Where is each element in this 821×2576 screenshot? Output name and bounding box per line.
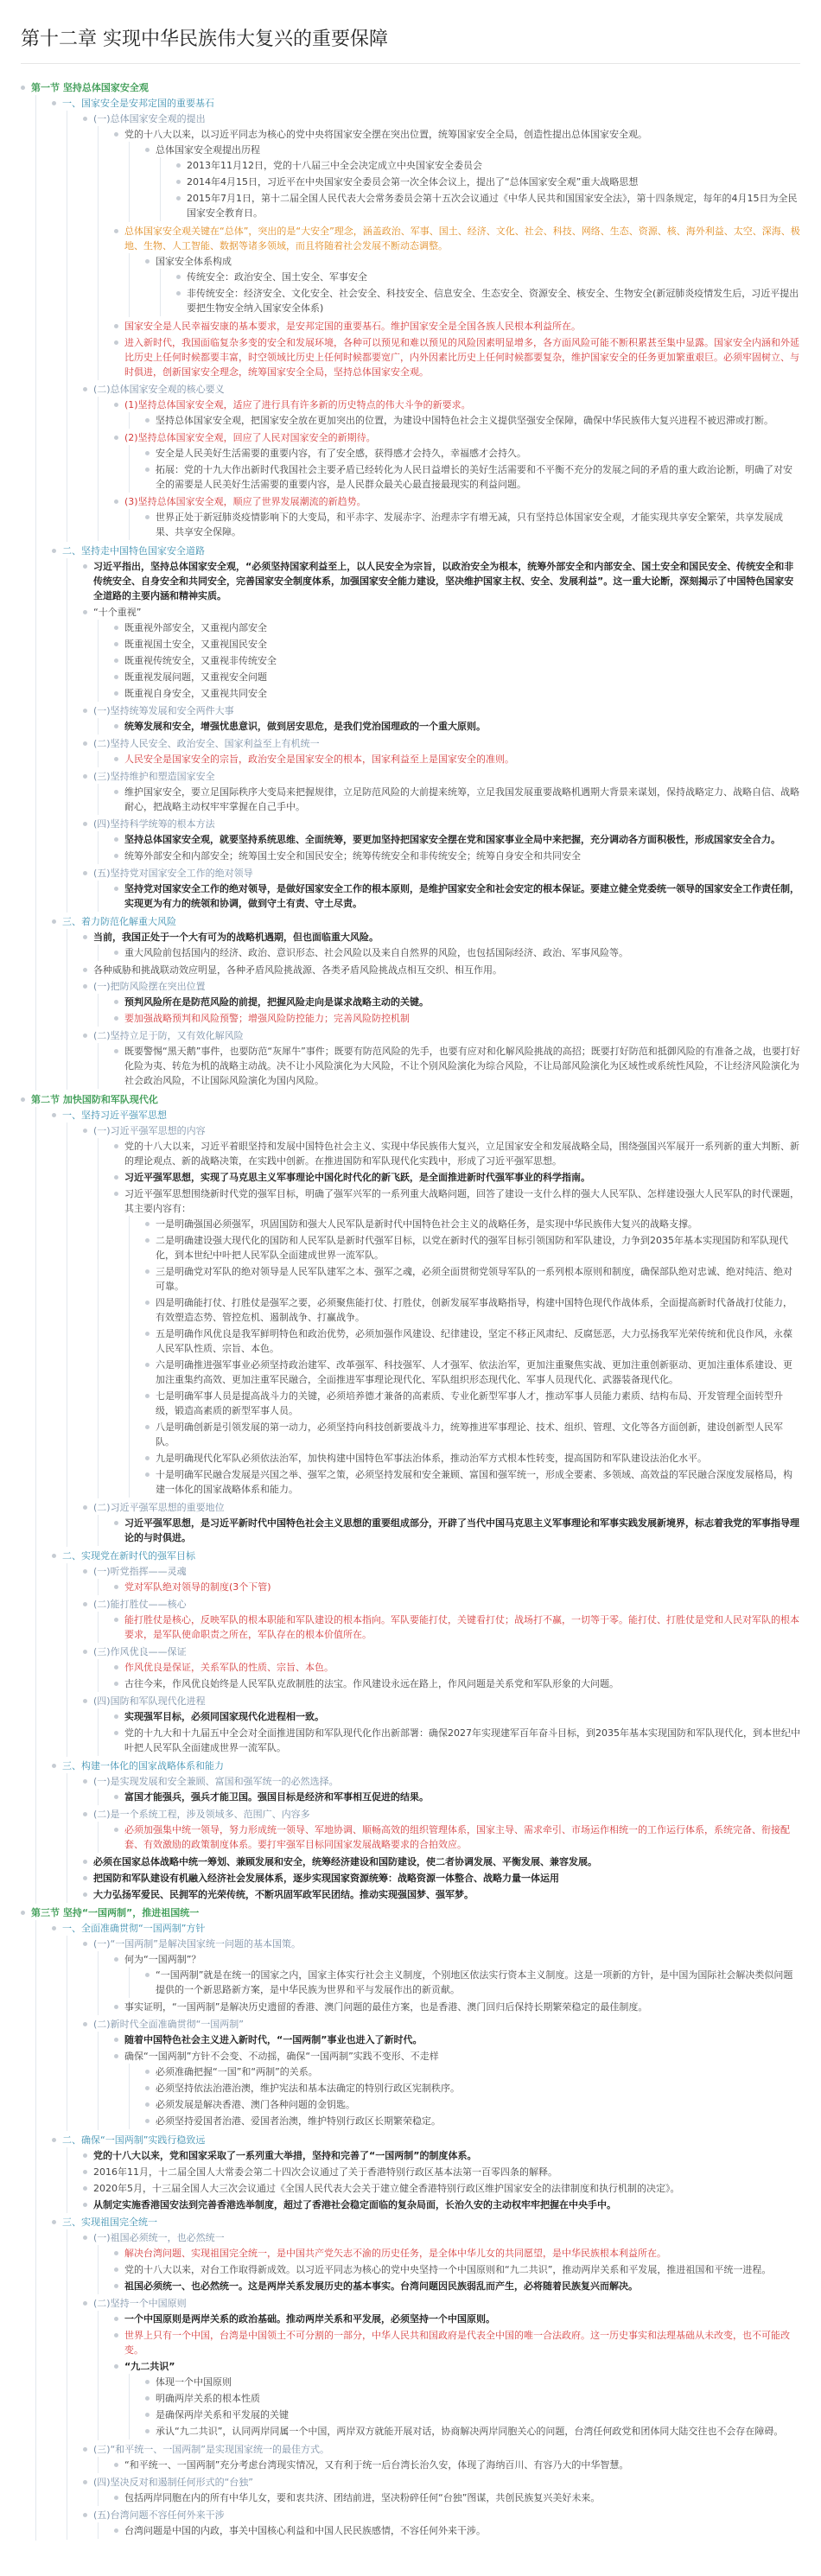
outline-node-text: 从制定实施香港国安法到完善香港选举制度，超过了香港社会稳定面临的复杂局面，长治久安的主动权牢牢把握在中央手中。: [93, 2199, 616, 2210]
outline-node: [145, 1357, 800, 1388]
outline-node-text: (二)能打胜仗——核心: [93, 1599, 187, 1610]
outline-node-text: 一、全面准确贯彻“一国两制”方针: [62, 1923, 206, 1934]
outline-node-text: (五)台湾问题不容任何外来干涉: [93, 2509, 225, 2521]
outline-node-text: (2)坚持总体国家安全观，回应了人民对国家安全的新期待。: [124, 432, 376, 443]
outline-node: [83, 2180, 800, 2197]
outline-node: [145, 1232, 800, 1263]
outline-children: [98, 1579, 800, 1595]
outline-node: [114, 2327, 800, 2358]
outline-node-text: (一)总体国家安全观的提出: [93, 113, 206, 124]
outline-node-text: 安全是人民美好生活需要的重要内容，有了安全感，获得感才会持久，幸福感才会持久。: [156, 448, 526, 459]
outline-node: [176, 285, 800, 316]
outline-node-text: 一是明确强国必须强军，巩固国防和强大人民军队是新时代中国特色社会主义的战略任务，是实现中华民族伟大复兴的战略支撑。: [156, 1218, 697, 1230]
outline-node: [114, 2490, 800, 2506]
outline-children: [98, 1822, 800, 1853]
outline-node: [145, 1388, 800, 1419]
outline-children: [98, 1708, 800, 1756]
outline-children: [67, 929, 800, 1090]
outline-node: [145, 142, 800, 222]
outline-node-text: 承认“九二共识”，认同两岸同属一个中国，两岸双方就能开展对话，协商解决两岸同胞关心的问题，台湾任何政党和团体同大陆交往也不会存在障碍。: [156, 2426, 784, 2437]
outline-children: [129, 1967, 800, 1998]
outline-node: [145, 1294, 800, 1326]
outline-node: [114, 685, 800, 702]
outline-children: [98, 2457, 800, 2473]
outline-node-text: 作风优良是保证，关系军队的性质、宗旨、本色。: [124, 1662, 334, 1673]
outline-node: [52, 95, 800, 543]
outline-node-text: 七是明确军事人员是提高战斗力的关键，必须培养德才兼备的高素质、专业化新型军事人才，推动军事人员能力素质、结构布局、开发管理全面转型升级，锻造高素质的新型军事人员。: [156, 1390, 783, 1416]
outline-node-text: 明确两岸关系的根本性质: [156, 2393, 260, 2404]
outline-node: [83, 111, 800, 381]
outline-node-text: 必须坚持爱国者治港、爱国者治澳，维护特别行政区长期繁荣稳定。: [156, 2115, 441, 2127]
outline-node: [114, 2522, 800, 2539]
outline-node-text: 祖国必须统一、也必然统一。这是两岸关系发展历史的基本事实。台湾问题因民族弱乱而产生，必将随着民族复兴而解决。: [124, 2280, 638, 2292]
outline-children: [67, 1773, 800, 1903]
outline-node: [83, 2507, 800, 2540]
outline-node-text: 必须坚持依法治港治澳，维护宪法和基本法确定的特别行政区宪制秩序。: [156, 2083, 460, 2094]
outline-node: [52, 543, 800, 913]
outline-node: [145, 461, 800, 493]
outline-node: [114, 1676, 800, 1692]
outline-node: [83, 1596, 800, 1644]
outline-node: [83, 1027, 800, 1090]
outline-node: [114, 1789, 800, 1805]
outline-node: [176, 190, 800, 221]
outline-children: [98, 994, 800, 1027]
outline-children: [67, 1123, 800, 1547]
outline-node-text: 习近平强军思想，是习近平新时代中国特色社会主义思想的重要组成部分，开辟了当代中国马克思主义军事理论和军事实践发展新境界，标志着我党的军事指导理论的与时俱进。: [124, 1517, 799, 1543]
outline-node-text: 传统安全：政治安全、国土安全、军事安全: [187, 271, 367, 283]
outline-node: [114, 1659, 800, 1676]
outline-node: [114, 848, 800, 864]
outline-children: [98, 1789, 800, 1805]
outline-node-text: “九二共识”: [124, 2361, 175, 2372]
outline-node-text: 2014年4月15日，习近平在中央国家安全委员会第一次全体会议上，提出了“总体国家安全观”重大战略思想: [187, 176, 639, 188]
outline-node-text: (二)坚持立足于防，又有效化解风险: [93, 1030, 244, 1041]
outline-children: [67, 2229, 800, 2540]
outline-children: [67, 1936, 800, 2131]
outline-node: [114, 831, 800, 848]
outline-children: [129, 253, 800, 317]
outline-node-text: 维护国家安全，要立足国际秩序大变局来把握规律，立足防范风险的大前提来统筹，立足我国发展重要战略机遇期大背景来谋划，保持战略定力、战略自信、战略耐心，把战略主动权牢牢掌握在自己手中。: [124, 786, 799, 812]
outline-node-text: 党的十八大以来，习近平着眼坚持和发展中国特色社会主义、实现中华民族伟大复兴，立足国家安全和发展战略全局，围绕强国兴军展开一系列新的重大判断、新的理论观点、新的战略决策，在实践中创新。在推进国防和军队现代化实践中，形成了习近平强军思想。: [124, 1141, 799, 1167]
outline-node-text: 2013年11月12日，党的十八届三中全会决定成立中央国家安全委员会: [187, 160, 482, 171]
outline-node: [176, 269, 800, 285]
outline-node-text: 古往今来，作风优良始终是人民军队克敌制胜的法宝。作风建设永远在路上，作风问题是关系党和军队形象的大问题。: [124, 1678, 619, 1689]
outline-children: [98, 1043, 800, 1089]
outline-children: [98, 2311, 800, 2440]
outline-children: [160, 269, 800, 316]
outline-node: [114, 1951, 800, 1999]
outline-node-text: (四)坚决反对和遏制任何形式的“台独”: [93, 2477, 253, 2488]
outline-node: [83, 1854, 800, 1870]
outline-node-text: (三)坚持维护和塑造国家安全: [93, 771, 215, 782]
outline-node: [114, 636, 800, 652]
outline-node: [83, 2441, 800, 2474]
outline-node-text: (二)坚持人民安全、政治安全、国家利益至上有机统一: [93, 738, 320, 749]
outline-node-text: (一)坚持统筹发展和安全两件大事: [93, 705, 234, 716]
outline-node: [21, 1905, 800, 2541]
outline-node-text: 包括两岸同胞在内的所有中华儿女，要和衷共济、团结前进，坚决粉碎任何“台独”图谋，共创民族复兴美好未来。: [124, 2492, 601, 2503]
outline-node: [114, 718, 800, 735]
outline-node: [114, 1515, 800, 1546]
outline-node-text: 要加强战略预判和风险预警；增强风险防控能力；完善风险防控机制: [124, 1013, 410, 1024]
outline-node-text: (一)是实现发展和安全兼顾、富国和强军统一的必然选择。: [93, 1776, 339, 1787]
outline-node: [114, 334, 800, 380]
outline-children: [98, 2245, 800, 2294]
outline-node: [83, 962, 800, 978]
outline-node: [52, 1758, 800, 1904]
outline-children: [98, 1659, 800, 1692]
outline-node: [52, 913, 800, 1091]
outline-node-text: 二、确保“一国两制”实践行稳致远: [62, 2134, 206, 2146]
outline-tree: [21, 80, 800, 2541]
outline-node-text: (一)祖国必须统一，也必然统一: [93, 2232, 225, 2243]
outline-node-text: 2016年11月，十二届全国人大常委会第二十四次会议通过了关于香港特别行政区基本法第一百零四条的解释。: [93, 2166, 557, 2178]
outline-node-text: (五)坚持党对国家安全工作的绝对领导: [93, 868, 253, 879]
outline-node: [114, 1169, 800, 1186]
outline-node: [145, 253, 800, 317]
outline-children: [129, 509, 800, 540]
outline-node-text: 习近平指出，坚持总体国家安全观，“必须坚持国家利益至上，以人民安全为宗旨，以政治安全为根本，统筹外部安全和内部安全、国土安全和国民安全、传统安全和非传统安全、自身安全和共同安全，完善国家安全制度体系，加强国家安全能力建设，坚决维护国家主权、安全、发展利益”。这一重大论断，深刻揭示了中国特色国家安全道路的主要内涵和精神实质。: [93, 561, 794, 601]
outline-children: [98, 126, 800, 380]
outline-node-text: 既重视自身安全，又重视共同安全: [124, 688, 267, 699]
page-title: 第十二章 实现中华民族伟大复兴的重要保障: [21, 24, 800, 64]
outline-node: [145, 2407, 800, 2423]
outline-node-text: 重大风险前包括国内的经济、政治、意识形态、社会风险以及来自自然界的风险，也包括国际经济、政治、军事风险等。: [124, 947, 628, 958]
outline-node: [114, 1708, 800, 1725]
outline-node-text: 总体国家安全观提出历程: [156, 144, 260, 156]
outline-node: [114, 493, 800, 541]
outline-children: [98, 751, 800, 767]
outline-node-text: 统筹发展和安全，增强忧患意识，做到居安思危，是我们党治国理政的一个重大原则。: [124, 721, 486, 732]
outline-children: [98, 1515, 800, 1546]
outline-node: [145, 1967, 800, 1998]
outline-node-text: 党的十八大以来，党和国家采取了一系列重大举措，坚持和完善了“一国两制”的制度体系。: [93, 2150, 477, 2161]
outline-node: [114, 1612, 800, 1643]
outline-node-text: (二)习近平强军思想的重要地位: [93, 1502, 225, 1513]
outline-node-text: 是确保两岸关系和平发展的关键: [156, 2409, 289, 2420]
outline-node-text: 各种威胁和挑战联动效应明显，各种矛盾风险挑战源、各类矛盾风险挑战点相互交织、相互作用。: [93, 964, 502, 976]
outline-node-text: 三是明确党对军队的绝对领导是人民军队建军之本、强军之魂，必须全面贯彻党领导军队的一系列根本原则和制度，确保部队绝对忠诚、绝对纯洁、绝对可靠。: [156, 1266, 792, 1292]
outline-node-text: 习近平强军思想围绕新时代党的强军目标，明确了强军兴军的一系列重大战略问题，回答了建设一支什么样的强大人民军队、怎样建设强大人民军队的时代课题，其主要内容有：: [124, 1188, 799, 1214]
outline-node: [114, 1043, 800, 1089]
outline-node-text: (1)坚持总体国家安全观，适应了进行具有许多新的历史特点的伟大斗争的新要求。: [124, 399, 471, 410]
outline-node-text: 党的十九大和十九届五中全会对全面推进国防和军队现代化作出新部署：确保2027年实现建军百年奋斗目标，到2035年基本实现国防和军队现代化，到本世纪中叶把人民军队全面建成世界一流军队。: [124, 1727, 800, 1753]
outline-node: [114, 1010, 800, 1027]
outline-node: [21, 1091, 800, 1905]
outline-node: [83, 1123, 800, 1499]
outline-node: [114, 1579, 800, 1595]
outline-node-text: 拓展：党的十九大作出新时代我国社会主要矛盾已经转化为人民日益增长的美好生活需要和不平衡不充分的发展之间的矛盾的重大政治论断，明确了对安全的需要是人民美好生活需要的重要内容，是人民群众最关心最直接最现实的利益问题。: [156, 464, 792, 490]
outline-node-text: 第三节 坚持“一国两制”，推进祖国统一: [31, 1907, 200, 1918]
outline-node: [83, 929, 800, 962]
outline-node-text: 必须加强集中统一领导，努力形成统一领导、军地协调、顺畅高效的组织管理体系，国家主导、需求牵引、市场运作相统一的工作运行体系，系统完备、衔接配套、有效激励的政策制度体系。要打牢强军目标同国家发展战略要求的合拍效应。: [124, 1824, 790, 1850]
outline-node: [114, 1138, 800, 1169]
outline-node: [52, 2214, 800, 2541]
outline-node-text: “十个重视”: [93, 607, 142, 618]
outline-children: [98, 2490, 800, 2506]
outline-node-text: 总体国家安全观关键在“总体”，突出的是“大安全”理念，涵盖政治、军事、国土、经济、文化、社会、科技、网络、生态、资源、核、海外利益、太空、深海、极地、生物、人工智能、数据等诸多领域，而且将随着社会发展不断动态调整。: [124, 226, 800, 251]
outline-node: [145, 1450, 800, 1466]
outline-node: [114, 1999, 800, 2015]
outline-node-text: 第二节 加快国防和军队现代化: [31, 1094, 158, 1105]
outline-node: [114, 784, 800, 815]
outline-node: [83, 978, 800, 1027]
outline-node: [52, 1548, 800, 1758]
outline-node-text: (四)坚持科学统筹的根本方法: [93, 818, 215, 830]
outline-node-text: 八是明确创新是引领发展的第一动力，必须坚持向科技创新要战斗力，统筹推进军事理论、技术、组织、管理、文化等各方面创新，建设创新型人民军队。: [156, 1422, 783, 1447]
outline-node: [83, 1886, 800, 1903]
outline-node: [114, 881, 800, 912]
outline-node-text: (二)总体国家安全观的核心要义: [93, 384, 225, 395]
outline-children: [98, 2522, 800, 2539]
outline-node: [83, 558, 800, 604]
outline-node-text: 党的十八大以来，以习近平同志为核心的党中央将国家安全摆在突出位置，统筹国家安全全局，创造性提出总体国家安全观。: [124, 129, 647, 140]
outline-node-text: 习近平强军思想，实现了马克思主义军事理论中国化时代化的新飞跃，是全面推进新时代强军事业的科学指南。: [124, 1172, 590, 1183]
outline-children: [35, 95, 800, 1091]
outline-node-text: 随着中国特色社会主义进入新时代，“一国两制”事业也进入了新时代。: [124, 2034, 423, 2045]
outline-node: [83, 2295, 800, 2441]
outline-node-text: 党对军队绝对领导的制度(3个下管): [124, 1581, 271, 1593]
outline-children: [160, 157, 800, 221]
outline-children: [129, 445, 800, 493]
outline-node: [83, 604, 800, 703]
outline-node-text: 三、构建一体化的国家战略体系和能力: [62, 1760, 224, 1771]
outline-node-text: 既重视国土安全，又重视国民安全: [124, 639, 267, 650]
outline-children: [35, 1920, 800, 2541]
outline-node-text: 一、国家安全是安邦定国的重要基石: [62, 98, 214, 109]
outline-node-text: 大力弘扬军爱民、民拥军的光荣传统，不断巩固军政军民团结。推动实现强国梦、强军梦。: [93, 1889, 474, 1900]
outline-node: [114, 2245, 800, 2261]
outline-node-text: 十是明确军民融合发展是兴国之举、强军之策，必须坚持发展和安全兼顾、富国和强军统一，形成全要素、多领域、高效益的军民融合深度发展格局，构建一体化的国家战略体系和能力。: [156, 1469, 792, 1495]
outline-node-text: 坚持总体国家安全观，把国家安全放在更加突出的位置，为建设中国特色社会主义提供坚强安全保障，确保中华民族伟大复兴进程不被迟滞或打断。: [156, 415, 773, 426]
outline-node: [83, 1499, 800, 1547]
outline-node: [114, 669, 800, 685]
outline-node: [114, 2311, 800, 2327]
outline-node: [176, 174, 800, 190]
outline-node: [114, 620, 800, 636]
outline-node: [114, 994, 800, 1010]
outline-node-text: 台湾问题是中国的内政，事关中国核心利益和中国人民民族感情，不容任何外来干涉。: [124, 2525, 486, 2536]
outline-node-text: (二)坚持一个中国原则: [93, 2298, 187, 2309]
outline-node: [83, 2474, 800, 2507]
outline-node-text: 当前，我国正处于一个大有可为的战略机遇期，但也面临重大风险。: [93, 932, 379, 943]
outline-children: [67, 2147, 800, 2213]
outline-children: [98, 2032, 800, 2130]
outline-node: [83, 1563, 800, 1596]
outline-node: [145, 1466, 800, 1498]
outline-node: [52, 2132, 800, 2214]
outline-node-text: 二是明确建设强大现代化的国防和人民军队是新时代强军目标，以党在新时代的强军目标引领国防和军队建设，力争到2035年基本实现国防和军队现代化，到本世纪中叶把人民军队全面建成世界一流军队。: [156, 1235, 788, 1261]
outline-node-text: 一、坚持习近平强军思想: [62, 1110, 167, 1121]
outline-node: [145, 2374, 800, 2390]
outline-node-text: 确保“一国两制”方针不会变、不动摇，确保“一国两制”实践不变形、不走样: [124, 2051, 439, 2062]
outline-children: [98, 1612, 800, 1643]
outline-node: [83, 865, 800, 913]
outline-node: [83, 1806, 800, 1854]
outline-node: [114, 1186, 800, 1498]
outline-node: [114, 2358, 800, 2440]
outline-children: [129, 412, 800, 429]
outline-node: [114, 223, 800, 318]
outline-node-text: 既重视外部安全，又重视内部安全: [124, 622, 267, 633]
outline-children: [129, 2374, 800, 2439]
outline-node: [145, 2113, 800, 2129]
outline-children: [35, 1107, 800, 1904]
outline-node-text: 既重视传统安全，又重视非传统安全: [124, 655, 277, 666]
outline-children: [67, 558, 800, 913]
outline-node: [83, 1936, 800, 2016]
outline-node: [145, 2096, 800, 2113]
outline-node-text: 二、实现党在新时代的强军目标: [62, 1550, 195, 1562]
outline-node: [145, 509, 800, 540]
outline-node-text: 三、着力防范化解重大风险: [62, 916, 176, 927]
outline-node-text: 世界上只有一个中国，台湾是中国领土不可分割的一部分，中华人民共和国政府是代表全中国的唯一合法政府。这一历史事实和法理基础从未改变，也不可能改变。: [124, 2330, 790, 2356]
outline-node: [83, 703, 800, 735]
outline-children: [129, 1216, 800, 1498]
outline-node-text: (二)是一个系统工程，涉及领域多、范围广、内容多: [93, 1809, 310, 1820]
outline-node: [114, 397, 800, 429]
outline-node-text: 人民安全是国家安全的宗旨，政治安全是国家安全的根本，国家利益至上是国家安全的准则。: [124, 754, 514, 765]
outline-node-text: 一个中国原则是两岸关系的政治基础。推动两岸关系和平发展，必须坚持一个中国原则。: [124, 2313, 495, 2325]
outline-node: [83, 2016, 800, 2131]
outline-node: [145, 2080, 800, 2096]
outline-node-text: (四)国防和军队现代化进程: [93, 1695, 206, 1707]
outline-node-text: 进入新时代，我国面临复杂多变的安全和发展环境，各种可以预见和难以预见的风险因素明显增多，各方面风险可能不断积累甚至集中显露。国家安全内涵和外延比历史上任何时候都要丰富，时空领域比历史上任何时候都要宽广，内外因素比历史上任何时候都要复杂，维护国家安全的任务更加繁重艰巨。必须牢固树立、与时俱进，创新国家安全理念，统筹国家安全全局，坚持总体国家安全观。: [124, 337, 799, 378]
outline-node: [52, 1107, 800, 1548]
outline-node: [83, 1693, 800, 1757]
outline-node-text: (三)“和平统一、一国两制”是实现国家统一的最佳方式。: [93, 2444, 329, 2455]
outline-node-text: (一)把防风险摆在突出位置: [93, 981, 206, 992]
outline-node: [83, 735, 800, 768]
outline-node: [83, 2147, 800, 2164]
outline-node-text: 预判风险所在是防范风险的前提，把握风险走向是谋求战略主动的关键。: [124, 996, 429, 1008]
outline-node-text: “一国两制”就是在统一的国家之内，国家主体实行社会主义制度，个别地区依法实行资本主义制度。这是一项新的方针，是中国为国际社会解决类似问题提供的一个新思路新方案，是中华民族为世界和平与发展作出的新贡献。: [156, 1969, 793, 1995]
outline-node: [83, 2164, 800, 2180]
outline-node-text: 富国才能强兵，强兵才能卫国。强国目标是经济和军事相互促进的结果。: [124, 1791, 429, 1803]
outline-children: [129, 2064, 800, 2129]
outline-node-text: 解决台湾问题、实现祖国完全统一，是中国共产党矢志不渝的历史任务，是全体中华儿女的共同愿望，是中华民族根本利益所在。: [124, 2248, 666, 2259]
outline-node: [114, 652, 800, 669]
outline-node: [114, 945, 800, 961]
outline-children: [98, 945, 800, 961]
outline-node: [145, 412, 800, 429]
outline-node: [114, 2032, 800, 2048]
outline-node-text: (一)听党指挥——灵魂: [93, 1566, 187, 1577]
outline-node-text: 既重视发展问题，又重视安全问题: [124, 671, 267, 683]
outline-node-text: 统筹外部安全和内部安全；统筹国土安全和国民安全；统筹传统安全和非传统安全；统筹自身安全和共同安全: [124, 850, 581, 862]
outline-node-text: “和平统一、一国两制”充分考虑台湾现实情况，又有利于统一后台湾长治久安，体现了海纳百川、有容乃大的中华智慧。: [124, 2459, 629, 2471]
outline-node: [114, 2048, 800, 2130]
outline-node-text: (一)习近平强军思想的内容: [93, 1125, 206, 1136]
outline-node-text: 必须发展是解决香港、澳门各种问题的金钥匙。: [156, 2099, 355, 2110]
outline-children: [98, 784, 800, 815]
outline-node: [83, 2229, 800, 2295]
outline-children: [98, 881, 800, 912]
outline-children: [98, 620, 800, 702]
outline-node-text: 事实证明，“一国两制”是解决历史遗留的香港、澳门问题的最佳方案，也是香港、澳门回归后保持长期繁荣稳定的最佳制度。: [124, 2001, 648, 2013]
outline-node: [21, 80, 800, 1091]
outline-node-text: 必须在国家总体战略中统一筹划、兼顾发展和安全，统筹经济建设和国防建设，使二者协调发展、平衡发展、兼容发展。: [93, 1856, 597, 1867]
outline-children: [98, 831, 800, 864]
outline-children: [98, 397, 800, 541]
outline-node: [114, 2457, 800, 2473]
outline-node: [83, 381, 800, 542]
outline-node: [83, 2197, 800, 2213]
outline-node: [83, 1870, 800, 1886]
outline-node: [176, 157, 800, 174]
outline-node-text: 何为“一国两制”？: [124, 1954, 201, 1965]
outline-node: [145, 2390, 800, 2407]
outline-node: [114, 126, 800, 223]
outline-node: [114, 751, 800, 767]
outline-node-text: 既要警惕“黑天鹅”事件，也要防范“灰犀牛”事件；既要有防范风险的先手，也要有应对和化解风险挑战的高招；既要打好防范和抵御风险的有准备之战，也要打好化险为夷、转危为机的战略主动战。决不让小风险演化为大风险，不让个别风险演化为综合风险，不让局部风险演化为区域性或系统性风险，不让经济风险演化为社会政治风险，不让国际风险演化为国内风险。: [124, 1046, 800, 1086]
outline-children: [98, 1951, 800, 2015]
outline-node-text: 非传统安全：经济安全、文化安全、社会安全、科技安全、信息安全、生态安全、资源安全、核安全、生物安全(新冠肺炎疫情发生后，习近平提出要把生物安全纳入国家安全体系): [187, 288, 799, 314]
outline-children: [67, 111, 800, 542]
outline-node: [83, 1644, 800, 1693]
outline-node: [145, 1263, 800, 1294]
outline-node: [114, 429, 800, 493]
outline-node-text: 能打胜仗是核心，反映军队的根本职能和军队建设的根本指向。军队要能打仗，关键看打仗；战场打不赢，一切等于零。能打仗、打胜仗是党和人民对军队的根本要求，是军队使命职责之所在，军队存在的根本价值所在。: [124, 1614, 799, 1640]
outline-node-text: 党的十八大以来，对台工作取得新成效。以习近平同志为核心的党中央坚持一个中国原则和“九二共识”，推动两岸关系和平发展，推进祖国和平统一进程。: [124, 2264, 772, 2275]
outline-node: [145, 1326, 800, 1357]
outline-children: [98, 1138, 800, 1498]
outline-node-text: (三)作风优良——保证: [93, 1646, 187, 1657]
outline-node: [114, 318, 800, 334]
outline-node-text: 实现强军目标，必须同国家现代化进程相一致。: [124, 1711, 324, 1722]
outline-node-text: 世界正处于新冠肺炎疫情影响下的大变局，和平赤字、发展赤字、治理赤字有增无减，只有坚持总体国家安全观，才能实现共享安全繁荣，共享发展成果、共享安全保障。: [156, 512, 783, 537]
outline-node-text: (3)坚持总体国家安全观，顺应了世界发展潮流的新趋势。: [124, 496, 366, 507]
outline-node: [145, 2064, 800, 2080]
outline-node: [114, 2278, 800, 2294]
outline-node-text: 体现一个中国原则: [156, 2376, 232, 2388]
outline-children: [98, 718, 800, 735]
outline-node: [114, 1822, 800, 1853]
outline-children: [67, 1563, 800, 1757]
outline-node: [145, 445, 800, 461]
outline-children: [129, 142, 800, 222]
outline-node: [114, 1725, 800, 1756]
outline-node-text: 国家安全体系构成: [156, 256, 232, 267]
outline-node: [145, 1419, 800, 1450]
outline-node: [83, 768, 800, 816]
outline-node: [114, 2261, 800, 2278]
outline-node-text: 2020年5月，十三届全国人大三次会议通过《全国人民代表大会关于建立健全香港特别行政区维护国家安全的法律制度和执行机制的决定》。: [93, 2183, 680, 2194]
outline-node-text: 2015年7月1日，第十二届全国人民代表大会常务委员会第十五次会议通过《中华人民共和国国家安全法》，第十四条规定，每年的4月15日为全民国家安全教育日。: [187, 193, 798, 219]
outline-node-text: (一)“一国两制”是解决国家统一问题的基本国策。: [93, 1938, 301, 1949]
outline-node-text: 坚持党对国家安全工作的绝对领导，是做好国家安全工作的根本原则，是维护国家安全和社会安定的根本保证。要建立健全党委统一领导的国家安全工作责任制，实现更为有力的统领和协调，做到守土有责、守土尽责。: [124, 883, 799, 909]
outline-node-text: 把国防和军队建设有机融入经济社会发展体系，逐步实现国家资源统筹：战略资源一体整合、战略力量一体运用: [93, 1873, 559, 1884]
outline-node-text: 坚持总体国家安全观，就要坚持系统思维、全面统筹，要更加坚持把国家安全摆在党和国家事业全局中来把握，充分调动各方面积极性，形成国家安全合力。: [124, 834, 780, 845]
outline-node: [83, 1773, 800, 1806]
outline-node-text: 五是明确作风优良是我军鲜明特色和政治优势，必须加强作风建设、纪律建设，坚定不移正风肃纪、反腐惩恶，大力弘扬我军光荣传统和优良作风，永葆人民军队性质、宗旨、本色。: [156, 1328, 792, 1354]
outline-node-text: 二、坚持走中国特色国家安全道路: [62, 545, 205, 557]
outline-node: [145, 2423, 800, 2439]
outline-node-text: 第一节 坚持总体国家安全观: [31, 82, 149, 93]
outline-node-text: (二)新时代全面准确贯彻“一国两制”: [93, 2019, 244, 2030]
outline-node-text: 六是明确推进强军事业必须坚持政治建军、改革强军、科技强军、人才强军、依法治军，更加注重聚焦实战、更加注重创新驱动、更加注重体系建设、更加注重集约高效、更加注重军民融合，全面推进军事理论现代化、军队组织形态现代化、军事人员现代化、武器装备现代化。: [156, 1359, 792, 1385]
outline-node: [145, 1216, 800, 1232]
outline-node-text: 九是明确现代化军队必须依法治军，加快构建中国特色军事法治体系，推动治军方式根本性转变，提高国防和军队建设法治化水平。: [156, 1453, 707, 1464]
outline-node-text: 四是明确能打仗、打胜仗是强军之要，必须聚焦能打仗、打胜仗，创新发展军事战略指导，构建中国特色现代作战体系，全面提高新时代备战打仗能力，有效塑造态势、管控危机、遏制战争、打赢战争。: [156, 1297, 792, 1323]
outline-node-text: 三、实现祖国完全统一: [62, 2217, 157, 2228]
outline-node-text: 国家安全是人民幸福安康的基本要求，是安邦定国的重要基石。维护国家安全是全国各族人民根本利益所在。: [124, 321, 581, 332]
outline-node-text: 必须准确把握“一国”和“两制”的关系。: [156, 2066, 318, 2077]
outline-node: [52, 1920, 800, 2132]
outline-node: [83, 816, 800, 865]
